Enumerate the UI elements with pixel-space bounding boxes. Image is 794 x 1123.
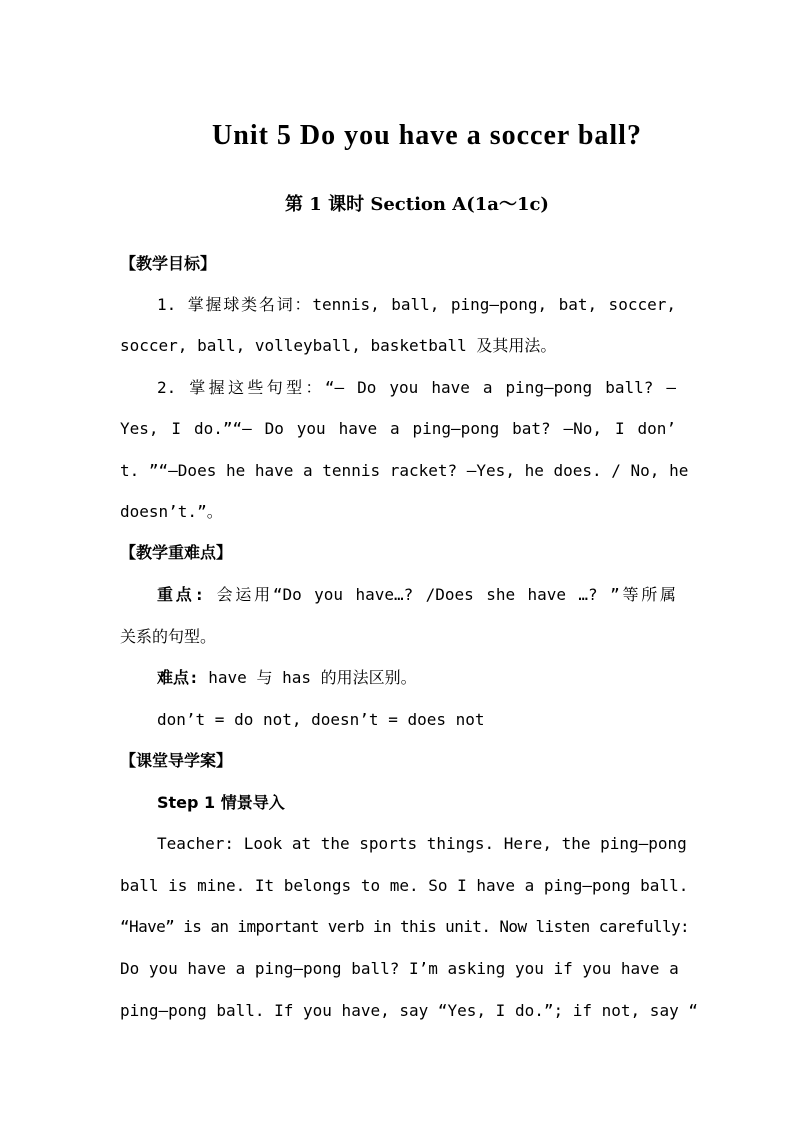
objective-2-line-3: t. ”“—Does he have a tennis racket? —Yes, he does. / No, he	[120, 461, 689, 480]
paragraph-line-4: Do you have a ping—pong ball? I’m asking you if you have a	[120, 959, 679, 978]
page-title: Unit 5 Do you have a soccer ball?	[212, 120, 642, 151]
focus-line-2: 关系的句型。	[120, 627, 217, 646]
focus-line-1	[157, 583, 676, 607]
paragraph-line-2: ball is mine. It belongs to me. So I have a ping—pong ball.	[120, 876, 689, 895]
difficulty-line	[157, 666, 676, 690]
objective-2-line-2: Yes, I do.”“— Do you have a ping—pong bat? —No, I don’	[120, 419, 676, 438]
paragraph-line-1: Teacher: Look at the sports things. Here, the ping—pong	[157, 834, 687, 853]
objective-2-line-1: 2. 掌握这些句型：“— Do you have a ping—pong ball? —	[157, 378, 676, 397]
key-points-heading: 【教学重难点】	[120, 543, 233, 562]
objective-2-line-4: doesn’t.”。	[120, 502, 223, 521]
objectives-heading: 【教学目标】	[120, 254, 217, 273]
focus-label: 重点:	[157, 585, 205, 604]
paragraph-line-3: “Have” is an important verb in this unit. Now listen carefully:	[120, 917, 690, 936]
contraction-line: don’t = do not, doesn’t = does not	[157, 710, 485, 729]
difficulty-label: 难点:	[157, 668, 199, 687]
paragraph-line-5: ping—pong ball. If you have, say “Yes, I do.”; if not, say “	[120, 1001, 698, 1020]
lesson-subtitle: 第 1 课时 Section A(1a～1c)	[285, 194, 549, 215]
focus-text: 会运用“Do you have…? /Does she have …? ”等所属	[204, 585, 676, 604]
difficulty-text: have 与 has 的用法区别。	[198, 668, 417, 687]
objective-1-line-2: soccer, ball, volleyball, basketball 及其用法。	[120, 336, 557, 355]
step-1-heading: Step 1 情景导入	[157, 793, 285, 812]
objective-1-line-1: 1. 掌握球类名词：tennis, ball, ping—pong, bat, soccer,	[157, 295, 676, 314]
guide-heading: 【课堂导学案】	[120, 751, 233, 770]
